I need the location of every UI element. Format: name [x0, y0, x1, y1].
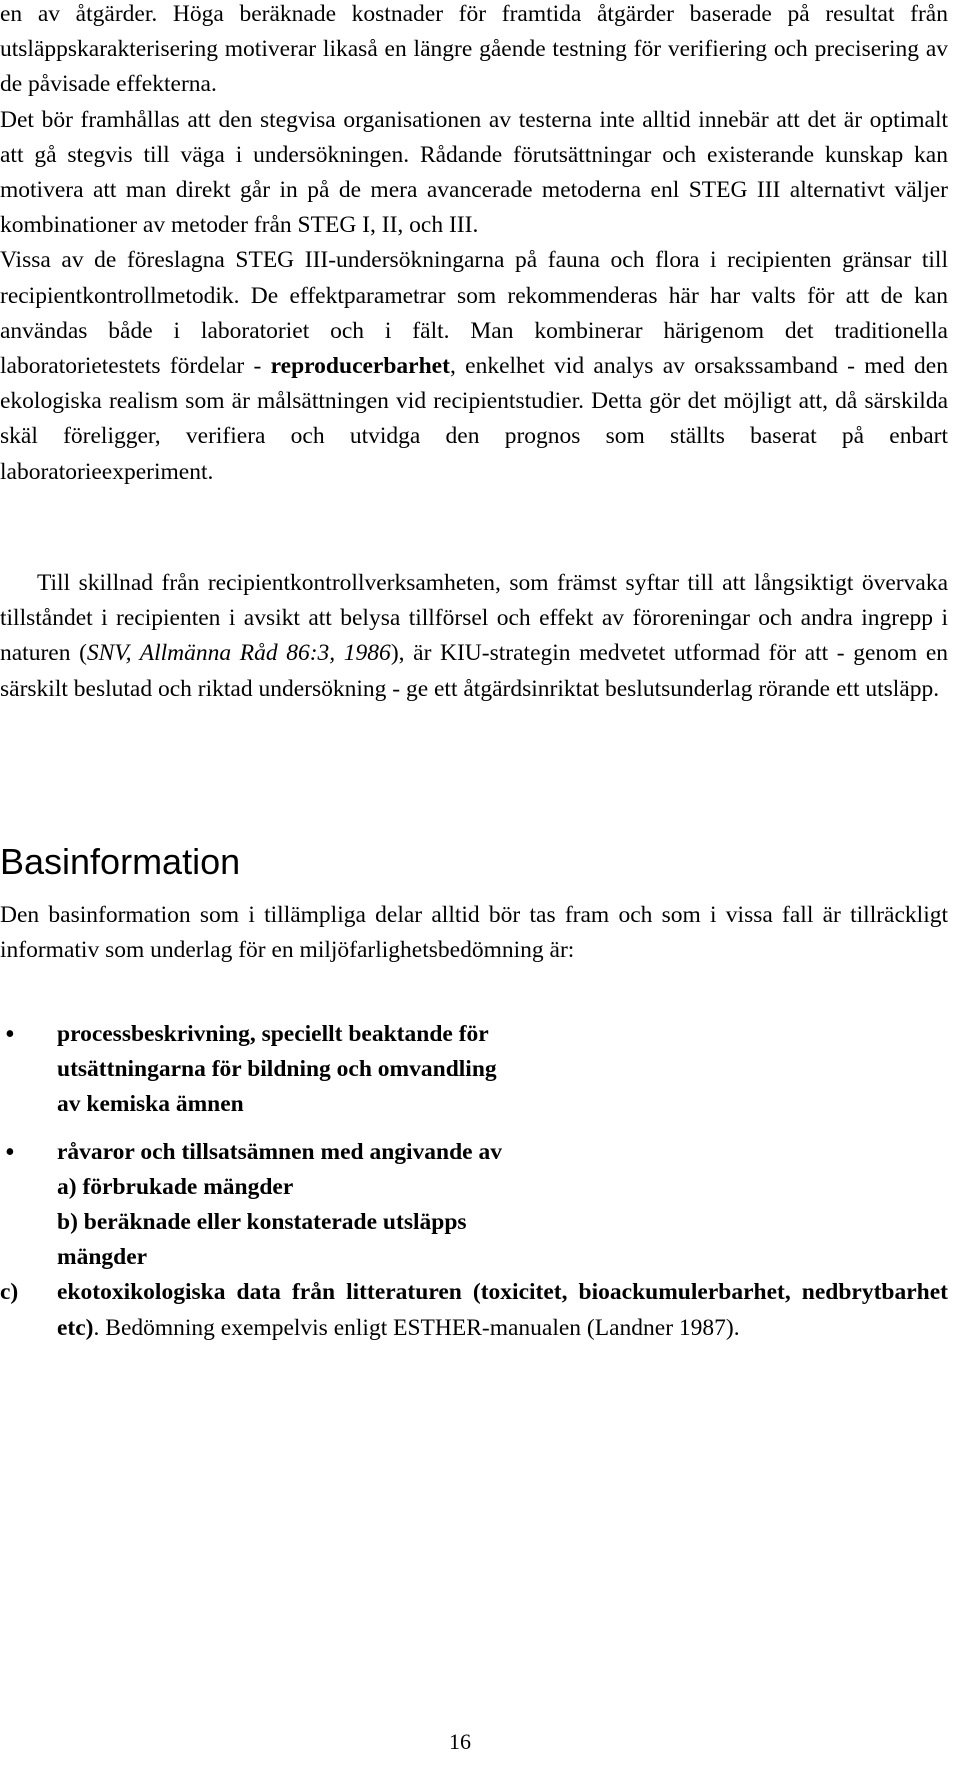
- list-label: c): [0, 1279, 19, 1306]
- page-number: 16: [449, 1729, 471, 1754]
- citation-snv: SNV, Allmänna Råd 86:3, 1986: [86, 640, 391, 667]
- list-item: [0, 1135, 948, 1276]
- list-line: processbeskrivning, speciellt beaktande för: [57, 1021, 489, 1047]
- list-item: [0, 1017, 948, 1123]
- sentence-steg-iii: Vissa av de föreslagna STEG III-undersökningarna på fauna och flora i recipienten gränsar till recipientkontrollmetodik. De effektparametrar som rekommenderas här har valts för att de kan användas både i laboratoriet och i fält. Man kombinerar härigenom det traditionella laboratorietestets fördelar -: [0, 247, 948, 380]
- sentence-realism: , enkelhet vid analys av orsakssamband - med den ekologiska realism som är målsättningen vid recipientstudier. Detta gör det möjligt att, då särskilda skäl föreligger, verifiera och utvidga den prognos som ställts baserat på enbart laboratorieexperiment.: [0, 353, 948, 485]
- list-text: . Bedömning exempelvis enligt ESTHER-manualen (Landner 1987).: [93, 1314, 740, 1341]
- list-line: a) förbrukade mängder: [57, 1173, 294, 1200]
- section-heading: Basinformation: [0, 841, 241, 882]
- list-line: råvaror och tillsatsämnen med angivande av: [57, 1138, 502, 1165]
- list-bold-text: ekotoxikologiska data från litteraturen (toxicitet, bioackumulerbarhet, nedbrytbarhet etc): [57, 1279, 948, 1341]
- list-line: mängder: [57, 1244, 148, 1271]
- basinformation-list: [0, 1017, 948, 1346]
- list-item: [0, 1275, 948, 1345]
- paragraph-intro: [0, 0, 948, 490]
- bullet-icon: •: [5, 1019, 15, 1050]
- list-line: utsättningarna för bildning och omvandling: [57, 1056, 497, 1083]
- bullet-icon: •: [5, 1136, 15, 1168]
- text-segment: ), är KIU-strategin medvetet utformad för att - genom en särskilt beslutad och riktad undersökning - ge ett åtgärdsinriktat beslutsunderlag rörande ett utsläpp.: [0, 640, 949, 702]
- text-segment: Till skillnad från recipientkontrollverksamheten, som främst syftar till att långsiktigt övervaka tillståndet i recipienten i avsikt att belysa tillförsel och effekt av föroreningar och andra ingrepp i naturen (: [0, 570, 948, 667]
- sentence-costs: en av åtgärder. Höga beräknade kostnader för framtida åtgärder baserade på resultat från utsläppskarakterisering motiverar likaså en längre gående testning för verifiering och precisering av de påvisade effekterna.: [0, 1, 948, 98]
- paragraph-basinformation: Den basinformation som i tillämpliga delar alltid bör tas fram och som i vissa fall är tillräckligt informativ som underlag för en miljöfarlighetsbedömning är:: [0, 902, 948, 964]
- sentence-stepwise: Det bör framhållas att den stegvisa organisationen av testerna inte alltid innebär att det är optimalt att gå stegvis till väga i undersökningen. Rådande förutsättningar och existerande kunskap kan motivera att man direkt går in på de mera avancerade metoderna enl STEG III alternativt väljer kombinationer av metoder från STEG I, II, och III.: [0, 106, 948, 239]
- bold-term-reproducerbarhet: reproducerbarhet: [270, 353, 450, 380]
- paragraph-kiu-strategy: [0, 566, 948, 707]
- list-line: b) beräknade eller konstaterade utsläpps: [57, 1209, 467, 1236]
- list-line: av kemiska ämnen: [57, 1091, 244, 1118]
